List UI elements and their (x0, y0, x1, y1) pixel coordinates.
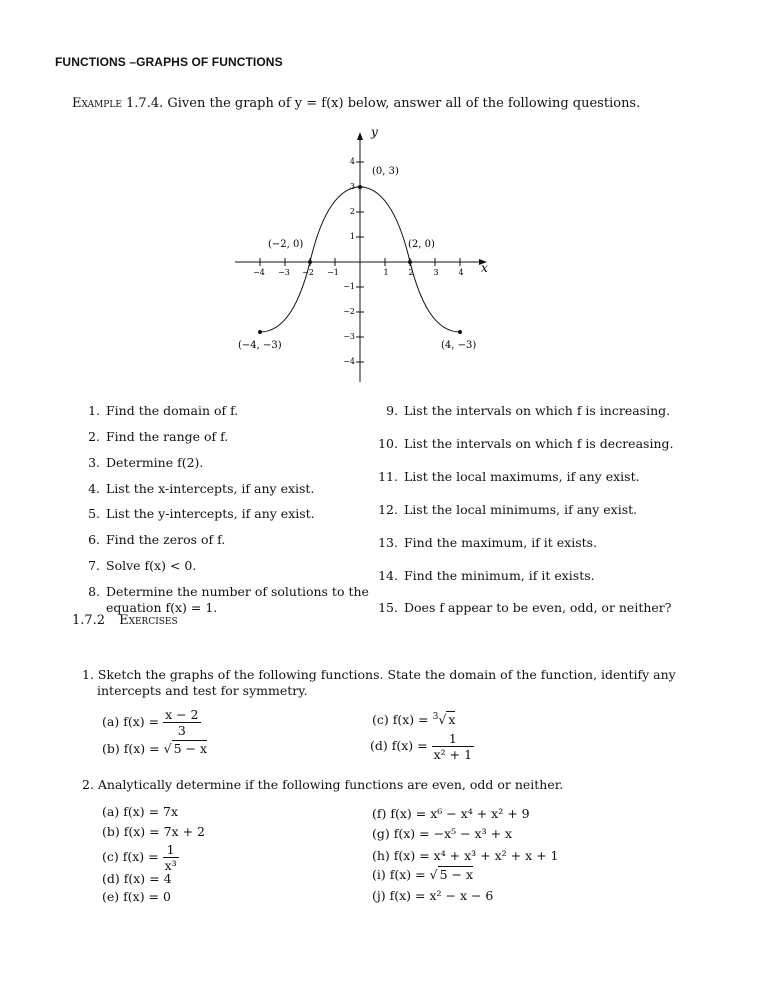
question-5: 5. List the y-intercepts, if any exist. (88, 506, 315, 521)
exercise-2a: (a) f(x) = 7x (102, 804, 179, 819)
x-tick-label: 4 (458, 268, 464, 277)
point-label-left-endpoint: (−4, −3) (238, 340, 282, 351)
x-axis-label: x (481, 261, 488, 275)
y-tick-label: 3 (349, 182, 355, 191)
exercise-2g: (g) f(x) = −x⁵ − x³ + x (372, 826, 513, 841)
section-title (72, 613, 178, 628)
exercise-2-instructions: 2. Analytically determine if the following functions are even, odd or neither. (82, 777, 564, 792)
exercise-1-instructions-continued: intercepts and test for symmetry. (97, 683, 308, 698)
exercise-2e: (e) f(x) = 0 (102, 889, 171, 904)
question-14: 14. Find the minimum, if it exists. (378, 568, 595, 583)
exercise-2h: (h) f(x) = x⁴ + x³ + x² + x + 1 (372, 848, 559, 863)
question-10: 10. List the intervals on which f is decreasing. (378, 436, 674, 451)
y-axis-label: y (371, 125, 378, 139)
exercise-2b: (b) f(x) = 7x + 2 (102, 824, 205, 839)
question-13: 13. Find the maximum, if it exists. (378, 535, 598, 550)
question-11: 11. List the local maximums, if any exist. (378, 469, 640, 484)
exercise-1a: (a) f(x) = $\frac{x - 2}{3}$ (102, 707, 199, 738)
point-left-endpoint (258, 330, 262, 334)
x-tick-label: 3 (433, 268, 439, 277)
y-tick-label: −3 (343, 332, 355, 341)
function-graph (230, 120, 500, 385)
exercise-2c: (c) f(x) = $\frac{1}{\text{x³}}$ (102, 842, 177, 873)
y-tick-label: 4 (349, 157, 355, 166)
point-right-intercept (408, 260, 412, 264)
question-1: 1. Find the domain of f. (88, 403, 239, 418)
y-tick-label: 2 (349, 207, 355, 216)
x-tick-label: −2 (302, 268, 314, 277)
exercise-1d: (d) f(x) = $\frac{1}{\text{x² + 1}}$ (370, 731, 473, 762)
exercise-2f: (f) f(x) = x⁶ − x⁴ + x² + 9 (372, 806, 530, 821)
question-15: 15. Does f appear to be even, odd, or neither? (378, 600, 672, 615)
x-tick-label: −3 (278, 268, 290, 277)
exercise-1b: (b) f(x) = √ 5 − x (102, 741, 208, 756)
question-7: 7. Solve f(x) < 0. (88, 558, 197, 573)
example-text: Given the graph of y = f(x) below, answer all of the following questions. (167, 96, 641, 111)
question-8-continued: equation f(x) = 1. (106, 600, 218, 615)
page-header: FUNCTIONS –GRAPHS OF FUNCTIONS (55, 55, 283, 69)
x-tick-label: 2 (408, 268, 414, 277)
question-6: 6. Find the zeros of f. (88, 532, 226, 547)
x-tick-label: −1 (327, 268, 339, 277)
example-statement (72, 96, 640, 111)
x-tick-label: 1 (383, 268, 389, 277)
section-name: Exercises (119, 613, 178, 628)
question-4: 4. List the x-intercepts, if any exist. (88, 481, 315, 496)
point-max (358, 185, 362, 189)
question-2: 2. Find the range of f. (88, 429, 229, 444)
x-tick-label: −4 (253, 268, 265, 277)
y-tick-label: −2 (343, 307, 355, 316)
exercise-2j: (j) f(x) = x² − x − 6 (372, 888, 494, 903)
exercise-1-instructions: 1. Sketch the graphs of the following functions. State the domain of the function, identify any (82, 667, 676, 682)
y-tick-label: 1 (349, 232, 355, 241)
question-8: 8. Determine the number of solutions to the (88, 584, 369, 599)
y-tick-label: −4 (343, 357, 355, 366)
example-label: Example 1.7.4. (72, 96, 164, 111)
point-left-intercept (308, 260, 312, 264)
point-right-endpoint (458, 330, 462, 334)
point-label-left-intercept: (−2, 0) (268, 239, 304, 250)
question-9: 9. List the intervals on which f is increasing. (386, 403, 671, 418)
y-axis-arrow (357, 132, 363, 140)
exercise-1c: (c) f(x) = $^3$√ x (372, 712, 456, 728)
point-label-right-endpoint: (4, −3) (441, 340, 477, 351)
exercise-2d: (d) f(x) = 4 (102, 871, 172, 886)
question-12: 12. List the local minimums, if any exist. (378, 502, 638, 517)
exercise-2i: (i) f(x) = √ 5 − x (372, 867, 474, 882)
point-label-max: (0, 3) (372, 166, 399, 177)
section-number: 1.7.2 (72, 613, 106, 628)
y-tick-label: −1 (343, 282, 355, 291)
question-3: 3. Determine f(2). (88, 455, 204, 470)
point-label-right-intercept: (2, 0) (408, 239, 435, 250)
